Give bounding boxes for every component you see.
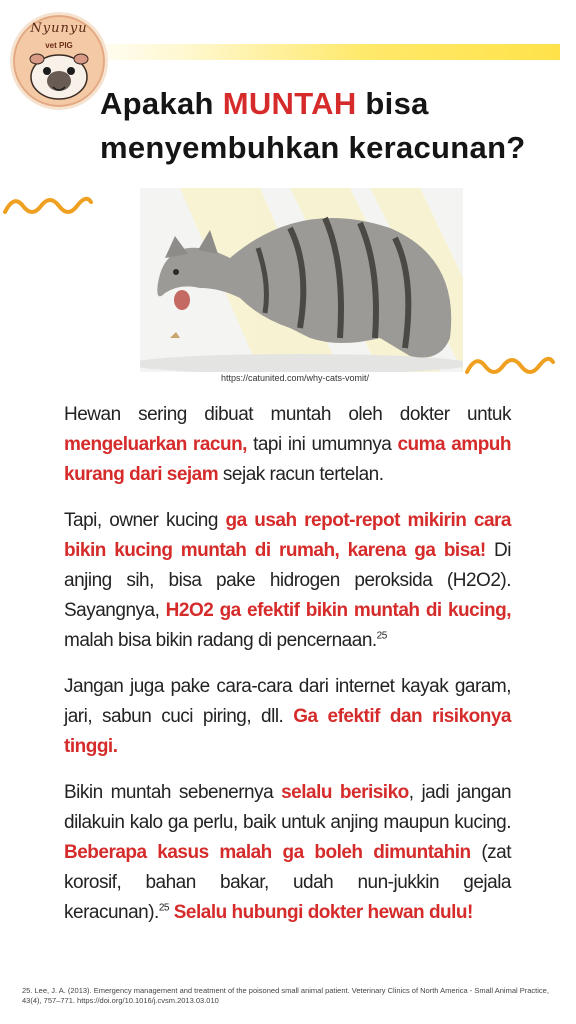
nyunyu-logo — [10, 12, 108, 110]
footnote-ref: 25 — [376, 630, 387, 642]
footnote-ref: 25 — [158, 902, 169, 914]
title-line-2: menyembuhkan keracunan? — [100, 130, 526, 165]
paragraph-2: Tapi, owner kucing ga usah repot-repot mikirin cara bikin kucing muntah di rumah, karena ga bisa! Di anjing sih, bisa pake hidrogen peroksida (H2O2). Sayangnya, H2O2 ga efektif bikin muntah di kucing, malah bisa bikin radang di pencernaan.$^{25}$ — [64, 510, 512, 651]
paragraph-3: Jangan juga pake cara-cara dari internet kayak garam, jari, sabun cuci piring, dll. Ga efektif dan risikonya tinggi. — [64, 676, 511, 757]
page-title: Apakah MUNTAH bisa menyembuhkan keracunan? — [100, 82, 560, 170]
vomiting-cat-photo — [140, 188, 463, 372]
paragraph-1: Hewan sering dibuat muntah oleh dokter untuk mengeluarkan racun, tapi ini umumnya cuma ampuh kurang dari sejam sejak racun tertelan. — [64, 404, 512, 485]
logo-subtitle: vet PIG — [45, 41, 73, 50]
article-body — [64, 400, 511, 944]
orange-squiggle-right — [464, 352, 556, 378]
paragraph-4: Bikin muntah sebenernya selalu berisiko, jadi jangan dilakuin kalo ga perlu, baik untuk anjing maupun kucing. Beberapa kasus malah ga boleh dimuntahin (zat korosif, bahan bakar, udah nun-jukkin gejala keracunan).$^{25}$ Selalu hubungi dokter hewan dulu! — [64, 782, 512, 923]
orange-squiggle-left — [2, 192, 94, 218]
title-highlight: MUNTAH — [222, 86, 357, 121]
decorative-yellow-bar — [70, 44, 560, 60]
image-caption: https://catunited.com/why-cats-vomit/ — [220, 373, 370, 383]
reference-footnote: 25. Lee, J. A. (2013). Emergency management and treatment of the poisoned small animal patient. Veterinary Clinics of North America - Small Animal Practice, 43(4), 757–771. https://doi.org/10.1016/j.cvsm.2013.03.010 — [22, 986, 549, 1005]
logo-brand: Nyunyu — [30, 21, 88, 36]
